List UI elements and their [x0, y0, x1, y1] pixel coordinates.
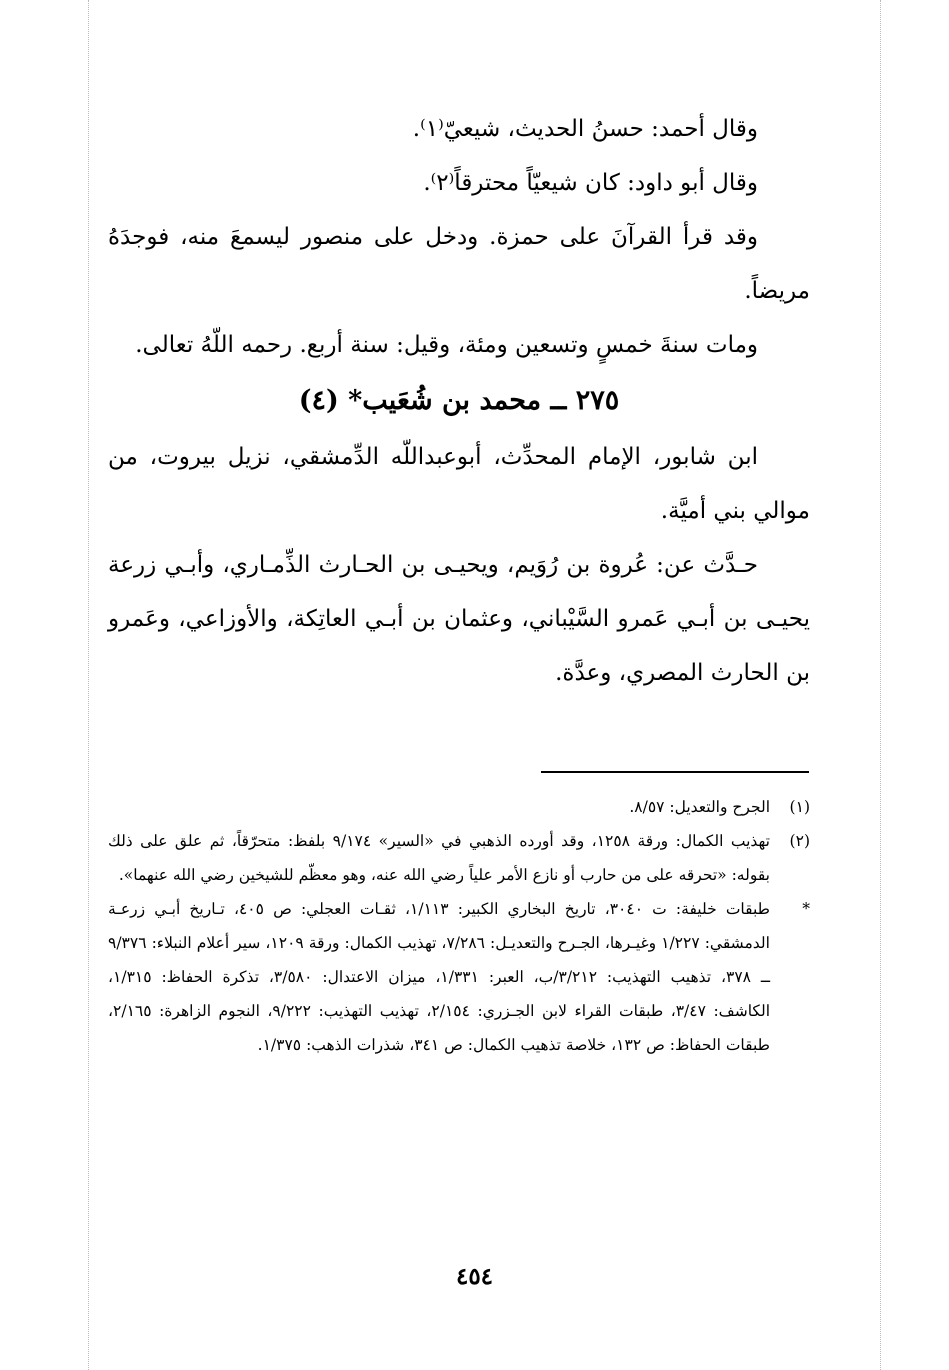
page-number: ٤٥٤ [455, 1263, 494, 1290]
footnote-text: طبقات خليفة: ت ٣٠٤٠، تاريخ البخاري الكبير: ١/١١٣، ثقـات العجلي: ص ٤٠٥، تـاريخ أبـي زرعـة الدمشقي: ١/٢٢٧ وغيـرها، الجـرح والتعديـل: ٧/٢٨٦، تهذيب الكمال: ورقة ١٢٠٩، سير أعلام النبلاء: ٩/٣٧٦ ــ ٣٧٨، تذهيب التهذيب: ٣/٢١٢/ب، العبر: ١/٣٣١، ميزان الاعتدال: ٣/٥٨٠، تذكرة الحفاظ: ١/٣١٥، الكاشف: ٣/٤٧، طبقات القراء لابن الجـزري: ٢/١٥٤، تهذيب التهذيب: ٩/٢٢٢، النجوم الزاهرة: ٢/١٦٥، طبقات الحفاظ: ص ١٣٢، خلاصة تذهيب الكمال: ص ٣٤١، شذرات الذهب: ١/٣٧٥. [108, 900, 771, 1054]
footnote-2 [108, 824, 810, 892]
footnote-text: الجرح والتعديل: ٨/٥٧. [629, 798, 770, 816]
footnote-sources [108, 892, 810, 1062]
paragraph-narrated-from: حـدَّث عن: عُروة بن رُوَيم، ويحيـى بن الحـارث الذِّمـاري، وأبـي زرعة يحيـى بن أبـي عَمرو السَّيْباني، وعثمان بن أبـي العاتِكة، والأوزاعي، وعَمرو بن الحارث المصري، وعدَّة. [108, 552, 810, 686]
paragraph-biography: ابن شابور، الإمام المحدِّث، أبوعبداللّه الدِّمشقي، نزيل بيروت، من موالي بني أميَّة. [108, 444, 810, 524]
entry-mark: (٤) [298, 385, 339, 416]
paragraph-death-date: ومات سنةَ خمسٍ وتسعين ومئة، وقيل: سنة أربع. رحمه اللّهُ تعالى. [135, 332, 758, 358]
entry-heading [108, 372, 810, 430]
footnote-mark: (٢) [789, 832, 810, 850]
footnotes [108, 790, 810, 1062]
footnote-mark: * [802, 900, 810, 918]
footnote-separator [541, 771, 809, 773]
paragraph-abu-dawud-quote: وقال أبو داود: كان شيعيّاً محترقاً⁽٢⁾. [423, 170, 758, 196]
paragraph-quran-reading: وقد قرأ القرآنَ على حمزة. ودخل على منصور ليسمعَ منه، فوجدَهُ مريضاً. [108, 224, 810, 304]
footnote-1 [108, 790, 810, 824]
footnote-text: تهذيب الكمال: ورقة ١٢٥٨، وقد أورده الذهبي في «السير» ٩/١٧٤ بلفظ: متحرّقاً، ثم علق على ذلك بقوله: «تحرقه على من حارب أو نازع الأمر علياً رضي الله عنه، وهو معظّم للشيخين رضي الله عنهما». [108, 832, 770, 884]
left-scan-edge [88, 0, 89, 1370]
entry-number: ٢٧٥ ــ [550, 385, 620, 416]
footnote-mark: (١) [789, 798, 810, 816]
paragraph-ahmad-quote: وقال أحمد: حسنُ الحديث، شيعيّ⁽١⁾. [412, 116, 758, 142]
entry-name: محمد بن شُعَيب* [348, 385, 542, 416]
right-scan-edge [880, 0, 881, 1370]
main-text [108, 102, 810, 700]
